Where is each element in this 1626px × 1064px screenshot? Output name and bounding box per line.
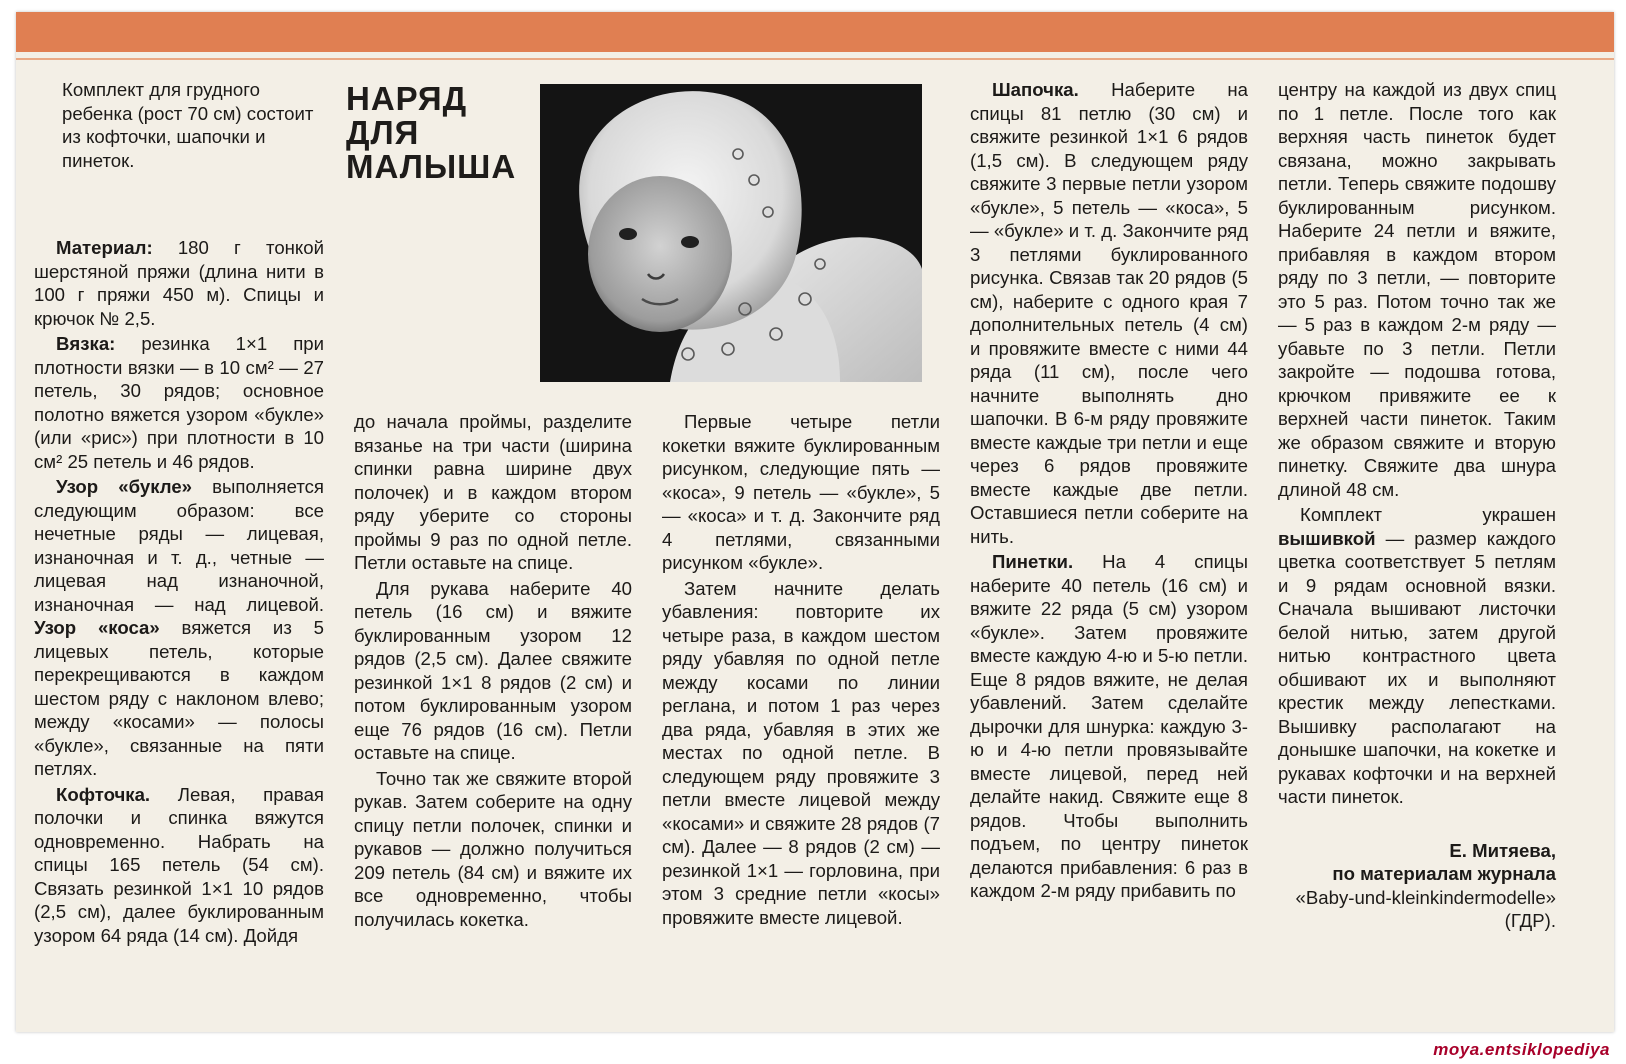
- jacket-text: Левая, правая полочки и спинка вяжутся одновременно. Набрать на спицы 165 петель (54 см). Связать резинкой 1×1 10 рядов (2,5 см), далее буклированным узором 64 ряда (14 см). Дойдя: [34, 783, 324, 946]
- column-3-paragraph-2: Затем начните делать убавления: повторите их четыре раза, в каждом шестом ряду убавляя по одной петле между косами по линии реглана, и потом 1 раз через два ряда, убавляя в этих же местах по одной петле. В следующем ряду провяжите 3 петли вместе лицевой между «косами» и свяжите 28 рядов (7 см). Далее — 8 рядов (2 см) — резинкой 1×1 — горловина, при этом 3 средние петли «косы» провяжите вместе лицевой.: [662, 577, 940, 928]
- column-5: [1278, 78, 1556, 933]
- knitting-paragraph: [34, 332, 324, 473]
- column-2-paragraph-3: Точно так же свяжите второй рукав. Затем соберите на одну спицу петли полочек, спинки и рукавов — должно получиться 209 петель (84 см) и вяжите их все одновременно, чтобы получилась кокетка.: [354, 767, 632, 930]
- article-headline: НАРЯД ДЛЯ МАЛЫША: [346, 80, 517, 185]
- newspaper-page: [16, 12, 1614, 1032]
- column-2-paragraph-2: Для рукава наберите 40 петель (16 см) и вяжите буклированным узором 12 рядов (2,5 см). Далее свяжите резинкой 1×1 8 рядов (2 см) и потом буклированным узором еще 76 рядов (16 см). Петли оставьте на спице.: [354, 577, 632, 763]
- column-1: [34, 78, 324, 949]
- column-2-paragraph-1: до начала проймы, разделите вязанье на три части (ширина спинки равна ширине двух полочек) и в каждом втором ряду уберите со стороны проймы 9 раз по одной петле. Петли оставьте на спице.: [354, 411, 632, 573]
- hat-label: Шапочка.: [992, 79, 1079, 100]
- braid-text: вяжется из 5 лицевых петель, которые перекрещиваются в каждом шестом ряду с наклоном влево; между «косами» — полосы «букле», связанные на пяти петлях.: [34, 617, 324, 779]
- booties-paragraph: [970, 550, 1248, 903]
- braid-label: Узор «коса»: [34, 617, 160, 638]
- embroidery-text-a: Комплект украшен: [1300, 504, 1556, 525]
- source-title: «Baby-und-kleinkindermodelle» (ГДР).: [1295, 886, 1556, 931]
- baby-photo: [540, 84, 922, 382]
- source-label: по материалам журнала: [1332, 863, 1556, 884]
- column-3: [662, 410, 940, 931]
- column-4: [970, 78, 1248, 905]
- material-label: Материал:: [56, 237, 153, 258]
- booties-text: На 4 спицы наберите 40 петель (16 см) и вяжите 22 ряда (5 см) узором «букле». Затем провяжите вместе каждую 4-ю и 5-ю петли. Еще 8 рядов вяжите, не делая убавлений. Затем сделайте дырочки для шнурка: каждую 3-ю и 4-ю петли провязывайте вместе лицевой, перед ней делайте накид. Свяжите еще 8 рядов. Чтобы выполнить подъем, по центру пинеток делаются прибавления: 6 раз в каждом 2-м ряду прибавить по: [970, 551, 1248, 901]
- column-3-paragraph-1: Первые четыре петли кокетки вяжите буклированным рисунком, следующие пять — «коса», 9 петель — «букле», 5 — «коса» и т. д. Закончите ряд 4 петлями, связанными рисунком «букле».: [662, 411, 940, 573]
- author-name: Е. Митяева,: [1449, 839, 1556, 861]
- boucle-text: выполняется следующим образом: все нечетные ряды — лицевая, изнаночная и т. д., четные — лицевая над изнаночной, изнаночная — над лицевой.: [34, 476, 324, 615]
- article-signature: [1278, 839, 1556, 933]
- top-band-rule: [16, 58, 1614, 60]
- boucle-paragraph: [34, 475, 324, 781]
- column-5-paragraph-1: центру на каждой из двух спиц по 1 петле. После того как верхняя часть пинеток будет связана, можно закрывать петли. Теперь свяжите подошву буклированным рисунком. Наберите 24 петли и вяжите, прибавляя в каждом втором ряду по 3 петли, — повторите это 5 раз. Потом точно так же — 5 раз в каждом 2-м ряду — убавьте по 3 петли. Петли закройте — подошва готова, крючком привяжите ее к верхней части пинеток. Таким же образом свяжите и вторую пинетку. Свяжите два шнура длиной 48 см.: [1278, 79, 1556, 500]
- material-paragraph: [34, 236, 324, 330]
- embroidery-paragraph: [1278, 503, 1556, 809]
- column-2: [354, 410, 632, 933]
- embroidery-label: вышивкой: [1278, 527, 1376, 549]
- top-color-band: [16, 12, 1614, 52]
- embroidery-text-b: — размер каждого цветка соответствует 5 петлям и 9 рядам основной вязки. Сначала вышивают листочки белой нитью, затем другой нитью контрастного цвета обшивают их и выполняют крестик между лепестками. Вышивку располагают на донышке шапочки, на кокетке и рукавах кофточки и на верхней части пинеток.: [1278, 527, 1556, 807]
- site-watermark: moya.entsiklopediya: [1433, 1040, 1610, 1059]
- booties-label: Пинетки.: [992, 551, 1074, 572]
- jacket-paragraph: [34, 783, 324, 948]
- knitting-text: резинка 1×1 при плотности вязки — в 10 см² — 27 петель, 30 рядов; основное полотно вяжется узором «букле» (или «рис») при плотности в 10 см² 25 петель и 46 рядов.: [34, 333, 324, 472]
- hat-text: Наберите на спицы 81 петлю (30 см) и свяжите резинкой 1×1 6 рядов (1,5 см). В следующем ряду свяжите 3 первые петли узором «букле», 5 петель — «коса», 5 — «букле» и т. д. Закончите ряд 3 петлями буклированного рисунка. Связав так 20 рядов (5 см), наберите с одного края 7 дополнительных петель (4 см) и провяжите вместе с ними 44 ряда (11 см), после чего начните выполнять дно шапочки. В 6-м ряду провяжите вместе каждые три петли и еще через 6 рядов провяжите вместе каждые две петли. Оставшиеся петли соберите на нить.: [970, 79, 1249, 547]
- knitting-label: Вязка:: [56, 333, 116, 354]
- material-text: 180 г тонкой шерстяной пряжи (длина нити в 100 г пряжи 450 м). Спицы и крючок № 2,5.: [34, 237, 324, 329]
- intro-paragraph: Комплект для грудного ребенка (рост 70 см) состоит из кофточки, шапочки и пинеток.: [62, 79, 314, 171]
- boucle-label: Узор «букле»: [56, 476, 192, 497]
- hat-paragraph: [970, 78, 1248, 548]
- jacket-label: Кофточка.: [56, 783, 151, 805]
